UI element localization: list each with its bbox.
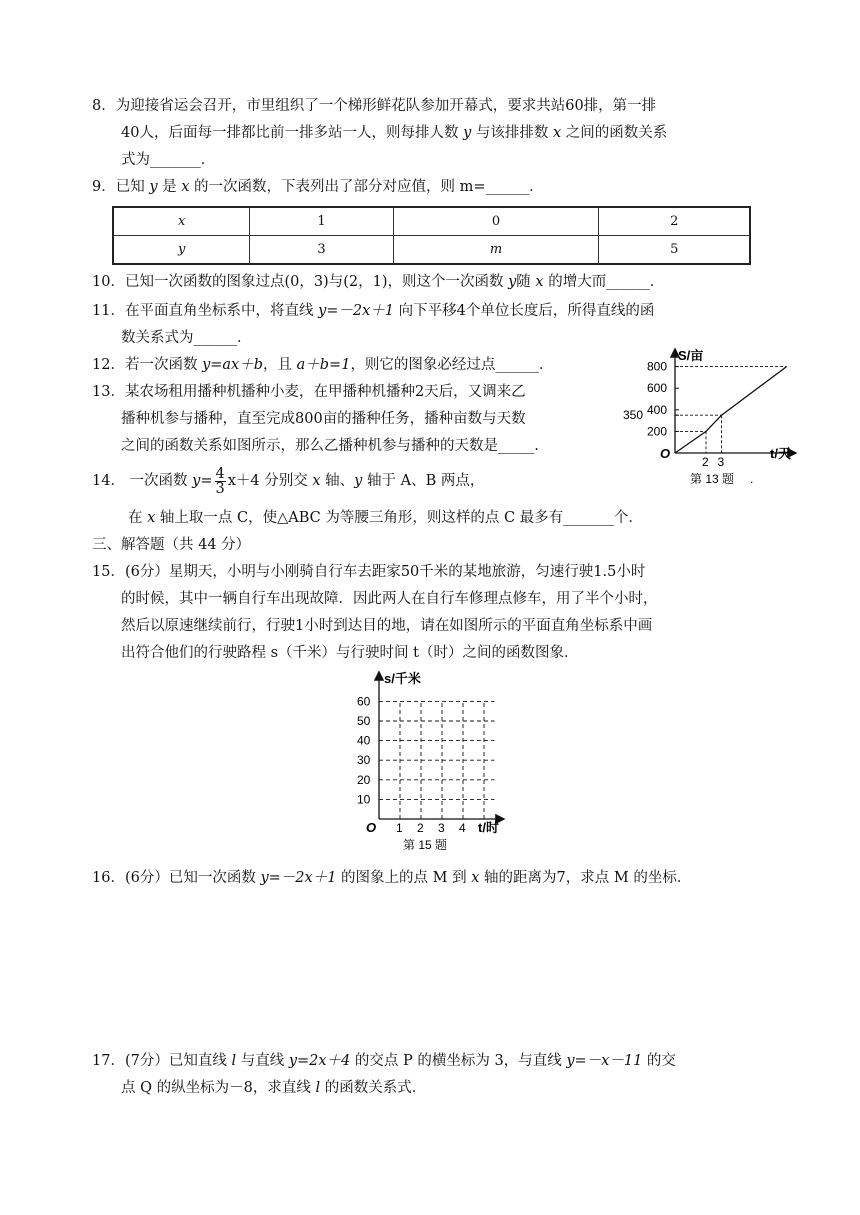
q8-line2: 40人，后面每一排都比前一排多站一人，则每排人数 y 与该排排数 x 之间的函数关系 [121, 125, 668, 141]
q12-line: 12．若一次函数 y=ax＋b，且 a＋b=1，则它的图象必经过点______． [92, 357, 554, 373]
y-tick-label: 20 [357, 772, 371, 787]
table-cell: y [113, 236, 250, 265]
q15-line3: 然后以原速继续前行，行驶1小时到达目的地，请在如图所示的平面直角坐标系中画 [121, 618, 653, 634]
y-tick-label: 50 [357, 714, 371, 728]
value-table [112, 206, 751, 265]
fraction: $\frac{4}{3}$ [215, 465, 225, 497]
series-line [675, 367, 787, 453]
q15-line2: 的时候，其中一辆自行车出现故障．因此两人在自行车修理点修车，用了半个小时， [121, 591, 658, 607]
q15-line1: 15．(6分）星期天，小明与小刚骑自行车去距家50千米的某地旅游，匀速行驶1.5小时 [92, 564, 646, 580]
table-row [113, 236, 750, 265]
q13-line3: 之间的函数关系如图所示，那么乙播种机参与播种的天数是_____. [121, 438, 539, 454]
q11-line2: 数关系式为______． [121, 330, 252, 346]
table-row [113, 207, 750, 236]
y-tick-label: 400 [647, 402, 668, 417]
y-tick-label: 60 [357, 694, 371, 709]
q8-line3: 式为_______． [121, 152, 216, 168]
y-tick-label: 30 [357, 753, 371, 768]
table-cell: 5 [599, 236, 750, 265]
q17-line2: 点 Q 的纵坐标为－8，求直线 l 的函数关系式． [121, 1080, 427, 1096]
table-cell: 3 [250, 236, 393, 265]
x-axis-label: t/天 [770, 446, 791, 461]
figure-15-caption: 第 15 题 [403, 838, 448, 852]
x-tick-label: 4 [459, 821, 466, 835]
y-tick-label: 350 [623, 408, 644, 423]
y-tick-label: 40 [357, 733, 371, 748]
x-tick-label: 3 [438, 821, 445, 835]
q16-line: 16．(6分）已知一次函数 y=－2x＋1 的图象上的点 M 到 x 轴的距离为7，求点 M 的坐标． [92, 870, 692, 886]
x-tick-label: 1 [396, 821, 403, 835]
figure-13-chart [620, 340, 805, 490]
trailing-mark: . [750, 472, 754, 486]
y-tick-label: 600 [647, 381, 668, 396]
q13-line2: 播种机参与播种，直至完成800亩的播种任务，播种亩数与天数 [121, 411, 526, 427]
x-tick-label: 2 [702, 455, 709, 469]
table-cell: 0 [393, 207, 599, 236]
q15-line4: 出符合他们的行驶路程 s（千米）与行驶时间 t（时）之间的函数图象． [121, 645, 579, 661]
figure-15-chart [348, 667, 518, 857]
origin-label: O [366, 820, 377, 835]
q13-line1: 13．某农场租用播种机播种小麦，在甲播种机播种2天后，又调来乙 [92, 384, 526, 400]
table-cell: 1 [250, 207, 393, 236]
q14-line1: 14． 一次函数 y= $\frac{4}{3}$ x＋4 分别交 x 轴、y 轴于 A、B 两点， [92, 465, 485, 497]
q17-line1: 17．(7分）已知直线 l 与直线 y=2x＋4 的交点 P 的横坐标为 3，与直线 y=－x－11 的交 [92, 1053, 676, 1069]
figure-13-caption: 第 13 题 [690, 472, 735, 486]
x-tick-label: 3 [717, 455, 725, 469]
q14-line2: 在 x 轴上取一点 C，使△ABC 为等腰三角形，则这样的点 C 最多有_______个． [128, 510, 643, 526]
y-tick-label: 10 [357, 792, 371, 807]
q10-line: 10．已知一次函数的图象过点(0，3)与(2，1)，则这个一次函数 y随 x 的增大而______． [92, 274, 665, 290]
y-tick-label: 200 [647, 424, 668, 439]
table-cell: m [393, 236, 599, 265]
table-cell: x [113, 207, 250, 236]
origin-label: O [660, 446, 671, 461]
x-axis-label: t/时 [478, 820, 499, 835]
table-cell: 2 [599, 207, 750, 236]
q8-line1: 8．为迎接省运会召开，市里组织了一个梯形鲜花队参加开幕式，要求共站60排，第一排 [92, 98, 657, 114]
q11-line1: 11．在平面直角坐标系中，将直线 y=－2x＋1 向下平移4个单位长度后，所得直线的函 [92, 303, 655, 319]
q9-line: 9．已知 y 是 x 的一次函数，下表列出了部分对应值，则 m=______． [92, 179, 544, 195]
y-axis-label: S/亩 [678, 348, 704, 363]
section-heading: 三、解答题（共 44 分） [92, 537, 251, 553]
y-axis-label: s/千米 [384, 671, 421, 686]
x-tick-label: 2 [417, 821, 424, 835]
y-tick-label: 800 [647, 359, 668, 374]
